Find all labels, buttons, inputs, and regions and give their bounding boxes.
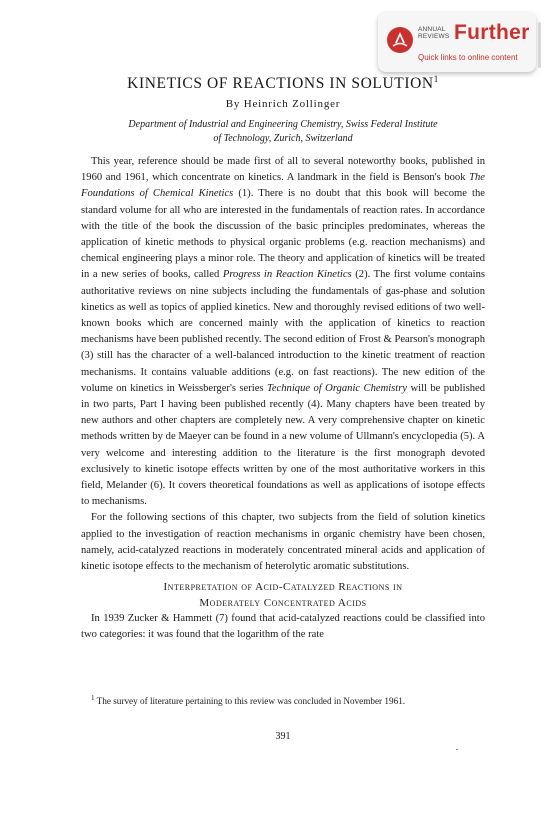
p1-text-c: (2). The first volume contains authoritative reviews on nine subjects including the fundamentals of gas-phase and solution kinetics as well as topics of applied kinetics. New and thoroughly revised editions of two well-known books which are concerned mainly with the application of kinetics to reaction mechanisms have been published recently. The second edition of Frost & Pearson's monograph (3) still has the character of a well-balanced introduction to the kinetic treatment of reaction mechanisms. It contains valuable additions (e.g. on fast reactions). The new edition of the volume on kinetics in Weissberger's series (81, 269, 485, 394)
footnote (81, 691, 485, 708)
p1-text-b: (1). There is no doubt that this book will become the standard volume for all who are interested in the fundamentals of reaction rates. In accordance with the title of the book the discussion of the basic principles predominates, whereas the application of kinetic methods to physical organic problems (e.g. reaction mechanisms) and chemical engineering plays a minor role. The theory and application of kinetics will be treated in a new series of books, called (81, 188, 485, 281)
author-name: Heinrich Zollinger (243, 98, 341, 110)
badge-line2: REVIEWS (418, 33, 450, 40)
p1-text-a: This year, reference should be made first of all to several noteworthy books, published in 1960 and 1961, which concentrate on kinetics. A landmark in the field is Benson's book (81, 156, 485, 184)
paragraph-1 (81, 154, 485, 510)
affiliation-line2: of Technology, Zurich, Switzerland (213, 133, 353, 144)
author-prefix: By (225, 98, 241, 110)
page-number: 391 (275, 731, 291, 742)
badge-edge (538, 22, 541, 68)
paragraph-3: In 1939 Zucker & Hammett (7) found that acid-catalyzed reactions could be classified into two categories: it was found that the logarithm of the rate (81, 613, 485, 641)
p1-text-d: will be published in two parts, Part I having been published recently (4). Many chapters have been treated by new authors and other chapters are completely new. A very comprehensive chapter on kinetic methods written by de Maeyer can be found in a new volume of Ullmann's encyclopedia (5). A very welcome and interesting addition to the literature is the first monograph devoted exclusively to kinetic isotope effects written by one of the most authoritative workers in this field, Melander (6). It covers theoretical foundations as well as applications of isotope effects to mechanisms. (81, 382, 485, 508)
section-heading (81, 579, 485, 611)
footnote-mark: 1 (91, 694, 95, 702)
further-label[interactable]: Further (454, 21, 530, 44)
badge-line1: ANNUAL (418, 26, 446, 33)
affiliation-line1: Department of Industrial and Engineering Chemistry, Swiss Federal Institute (128, 119, 438, 130)
quick-links-text[interactable]: Quick links to online content (418, 53, 518, 62)
book-title-technique: Technique of Organic Chemistry (266, 382, 408, 394)
further-badge[interactable] (378, 12, 536, 72)
scan-mark (456, 749, 458, 750)
footnote-text: The survey of literature pertaining to this review was concluded in November 1961. (94, 696, 406, 707)
body-text (81, 154, 485, 644)
title-footnote-mark[interactable]: 1 (433, 74, 439, 84)
paragraph-2: For the following sections of this chapter, two subjects from the field of solution kinetics applied to the investigation of reaction mechanisms in organic chemistry have been chosen, namely, acid-catalyzed reactions in moderately concentrated mineral acids and application of kinetic isotope effects to the mechanism of heterolytic aromatic substitutions. (81, 512, 485, 573)
section-heading-line1: Interpretation of Acid-Catalyzed Reactions in (163, 581, 403, 594)
annual-reviews-logo-icon (387, 27, 413, 53)
affiliation (81, 118, 485, 146)
article-title (81, 74, 485, 93)
author-line (81, 98, 485, 110)
section-heading-line2: Moderately Concentrated Acids (199, 597, 367, 610)
title-text: KINETICS OF REACTIONS IN SOLUTION (127, 75, 434, 93)
book-title-progress: Progress in Reaction Kinetics (222, 269, 352, 281)
book-title-foundations: The Foundations of Chemical Kinetics (81, 172, 485, 200)
annual-reviews-wordmark (418, 26, 449, 40)
